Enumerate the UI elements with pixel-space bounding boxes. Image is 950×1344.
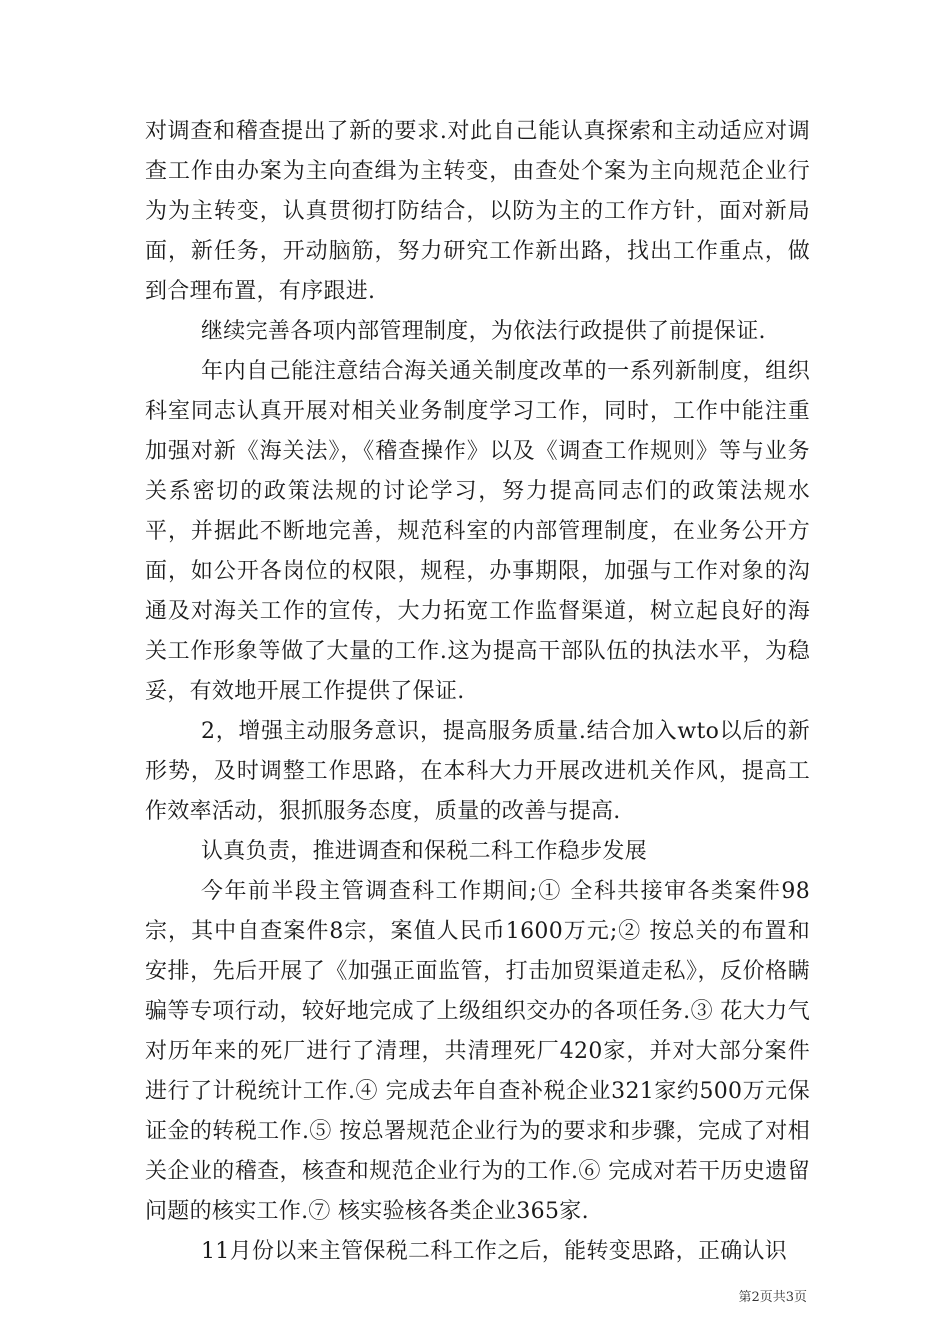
paragraph-management-system: 年内自己能注意结合海关通关制度改革的一系列新制度，组织科室同志认真开展对相关业务制度学习工作，同时，工作中能注重加强对新《海关法》，《稽查操作》以及《调查工作规则》等与业务关系密切的政策法规的讨论学习，努力提高同志们的政策法规水平，并据此不断地完善，规范科室的内部管理制度，在业务公开方面，如公开各岗位的权限，规程，办事期限，加强与工作对象的沟通及对海关工作的宣传，大力拓宽工作监督渠道，树立起良好的海关工作形象等做了大量的工作.这为提高干部队伍的执法水平，为稳妥，有效地开展工作提供了保证. bbox=[145, 359, 810, 704]
page-number-footer: 第2页共3页 bbox=[738, 1290, 807, 1305]
paragraph-service-awareness: 2，增强主动服务意识，提高服务质量.结合加入wto以后的新形势，及时调整工作思路，在本科大力开展改进机关作风，提高工作效率活动，狠抓服务态度，质量的改善与提高. bbox=[145, 719, 810, 824]
paragraph-continuation: 对调查和稽查提出了新的要求.对此自己能认真探索和主动适应对调查工作由办案为主向查缉为主转变，由查处个案为主向规范企业行为为主转变，认真贯彻打防结合，以防为主的工作方针，面对新局面，新任务，开动脑筋，努力研究工作新出路，找出工作重点，做到合理布置，有序跟进. bbox=[145, 119, 810, 304]
document-body bbox=[145, 112, 810, 1272]
paragraph-section-heading: 继续完善各项内部管理制度，为依法行政提供了前提保证. bbox=[201, 319, 766, 344]
paragraph-investigation-work: 今年前半段主管调查科工作期间;① 全科共接审各类案件98宗，其中自查案件8宗，案值人民币1600万元;② 按总关的布置和安排，先后开展了《加强正面监管，打击加贸渠道走私》，反价格瞒骗等专项行动，较好地完成了上级组织交办的各项任务.③ 花大力气对历年来的死厂进行了清理，共清理死厂420家，并对大部分案件进行了计税统计工作.④ 完成去年自查补税企业321家约500万元保证金的转税工作.⑤ 按总署规范企业行为的要求和步骤，完成了对相关企业的稽查，核查和规范企业行为的工作.⑥ 完成对若干历史遗留问题的核实工作.⑦ 核实验核各类企业365家. bbox=[145, 879, 810, 1224]
paragraph-section-heading-2: 认真负责，推进调查和保税二科工作稳步发展 bbox=[201, 839, 648, 864]
paragraph-bonded-work: 11月份以来主管保税二科工作之后，能转变思路，正确认识 bbox=[201, 1239, 788, 1264]
